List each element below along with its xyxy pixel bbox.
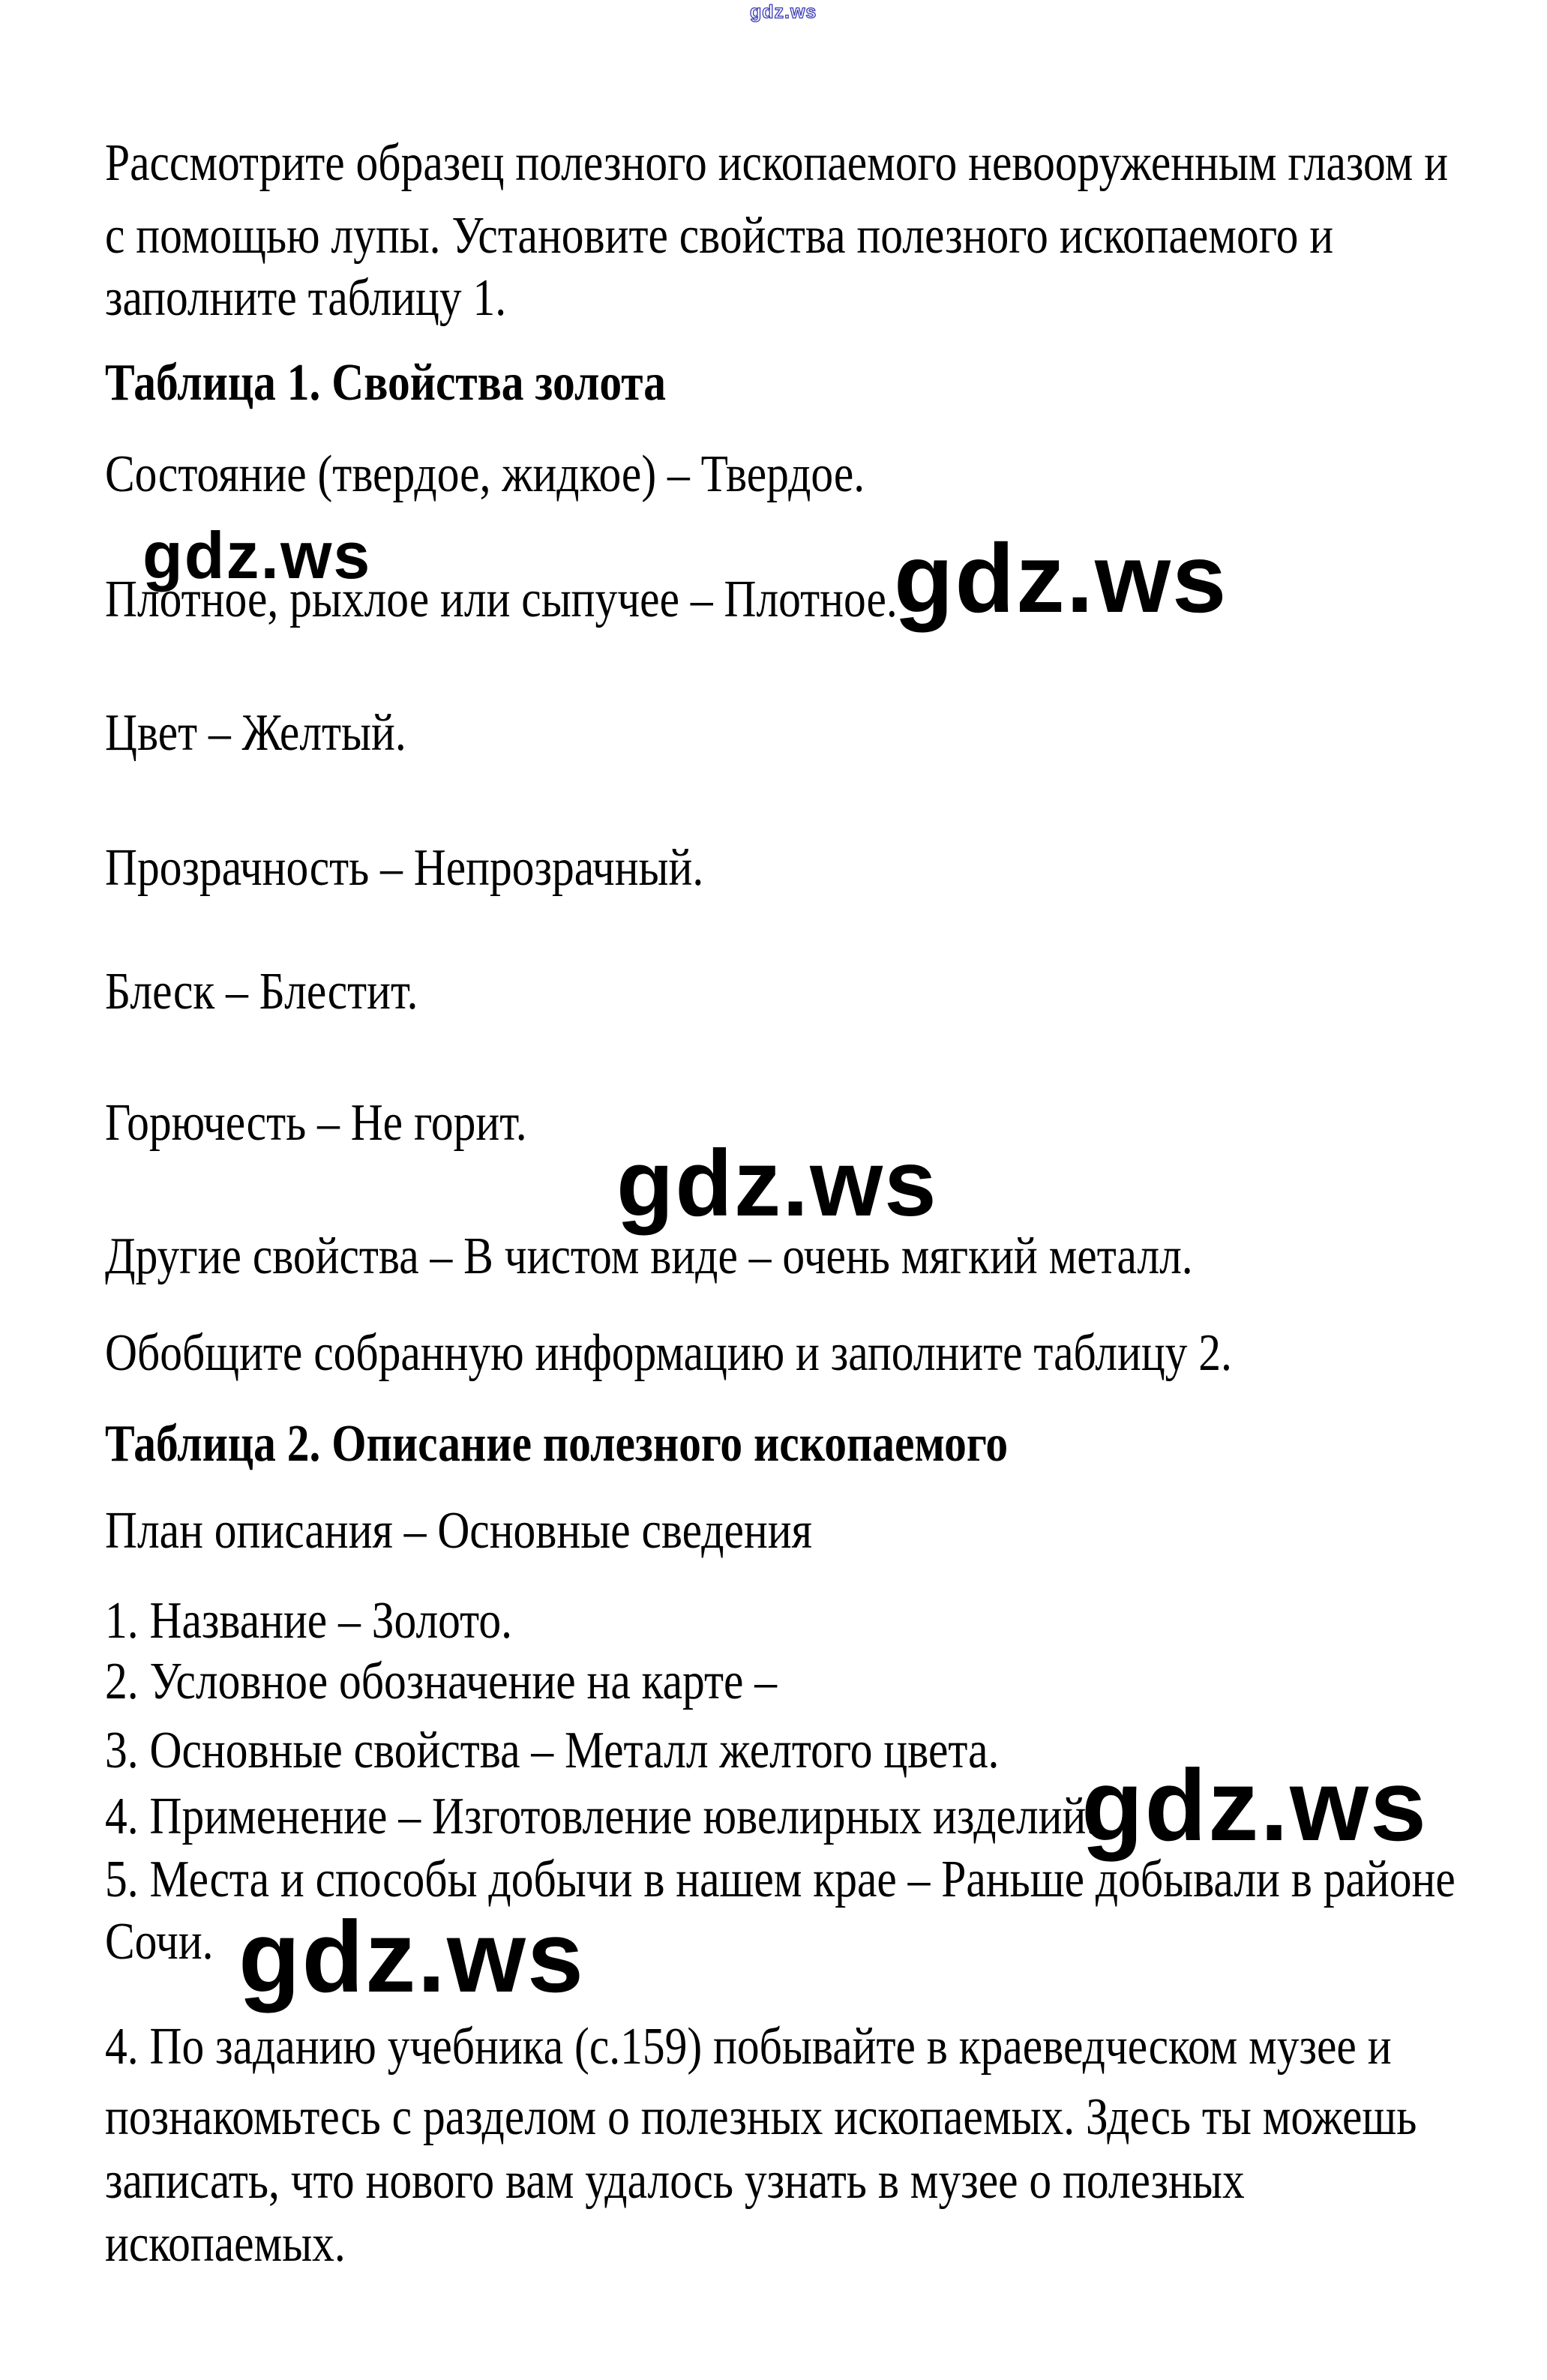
plan-item-5-line-2: Сочи. <box>105 1913 214 1971</box>
plan-item-5-line-1: 5. Места и способы добычи в нашем крае – Раньше добывали в районе <box>105 1851 1456 1908</box>
plan-header: План описания – Основные сведения <box>105 1502 812 1560</box>
property-transparency: Прозрачность – Непрозрачный. <box>105 839 704 897</box>
property-other: Другие свойства – В чистом виде – очень мягкий металл. <box>105 1227 1193 1285</box>
property-color: Цвет – Желтый. <box>105 704 406 762</box>
task-line-4: ископаемых. <box>105 2215 346 2273</box>
plan-item-4: 4. Применение – Изготовление ювелирных изделий. <box>105 1788 1098 1845</box>
site-watermark-top: gdz.ws <box>750 1 817 22</box>
plan-item-2: 2. Условное обозначение на карте – <box>105 1653 778 1710</box>
summary-instruction: Обобщите собранную информацию и заполните таблицу 2. <box>105 1324 1232 1382</box>
task-line-3: записать, что нового вам удалось узнать в музее о полезных <box>105 2152 1245 2210</box>
table2-heading: Таблица 2. Описание полезного ископаемого <box>105 1415 1009 1473</box>
site-watermark-large-3: gdz.ws <box>1081 1749 1429 1862</box>
plan-item-1: 1. Название – Золото. <box>105 1592 512 1650</box>
site-watermark-large-4: gdz.ws <box>238 1900 586 2013</box>
plan-item-3: 3. Основные свойства – Металл желтого цвета. <box>105 1722 1000 1779</box>
task-line-2: познакомьтесь с разделом о полезных ископаемых. Здесь ты можешь <box>105 2088 1417 2146</box>
property-flammability: Горючесть – Не горит. <box>105 1094 527 1152</box>
intro-line-2: с помощью лупы. Установите свойства полезного ископаемого и <box>105 207 1334 265</box>
site-watermark-medium: gdz.ws <box>142 518 372 592</box>
property-state: Состояние (твердое, жидкое) – Твердое. <box>105 445 865 503</box>
property-luster: Блеск – Блестит. <box>105 963 418 1021</box>
table1-heading: Таблица 1. Свойства золота <box>105 354 666 412</box>
property-density: Плотное, рыхлое или сыпучее – Плотное. <box>105 571 898 628</box>
intro-line-3: заполните таблицу 1. <box>105 269 507 327</box>
intro-line-1: Рассмотрите образец полезного ископаемого невооруженным глазом и <box>105 134 1449 192</box>
site-watermark-large-2: gdz.ws <box>616 1132 938 1236</box>
task-line-1: 4. По заданию учебника (с.159) побывайте в краеведческом музее и <box>105 2018 1392 2076</box>
site-watermark-large-1: gdz.ws <box>894 523 1228 633</box>
